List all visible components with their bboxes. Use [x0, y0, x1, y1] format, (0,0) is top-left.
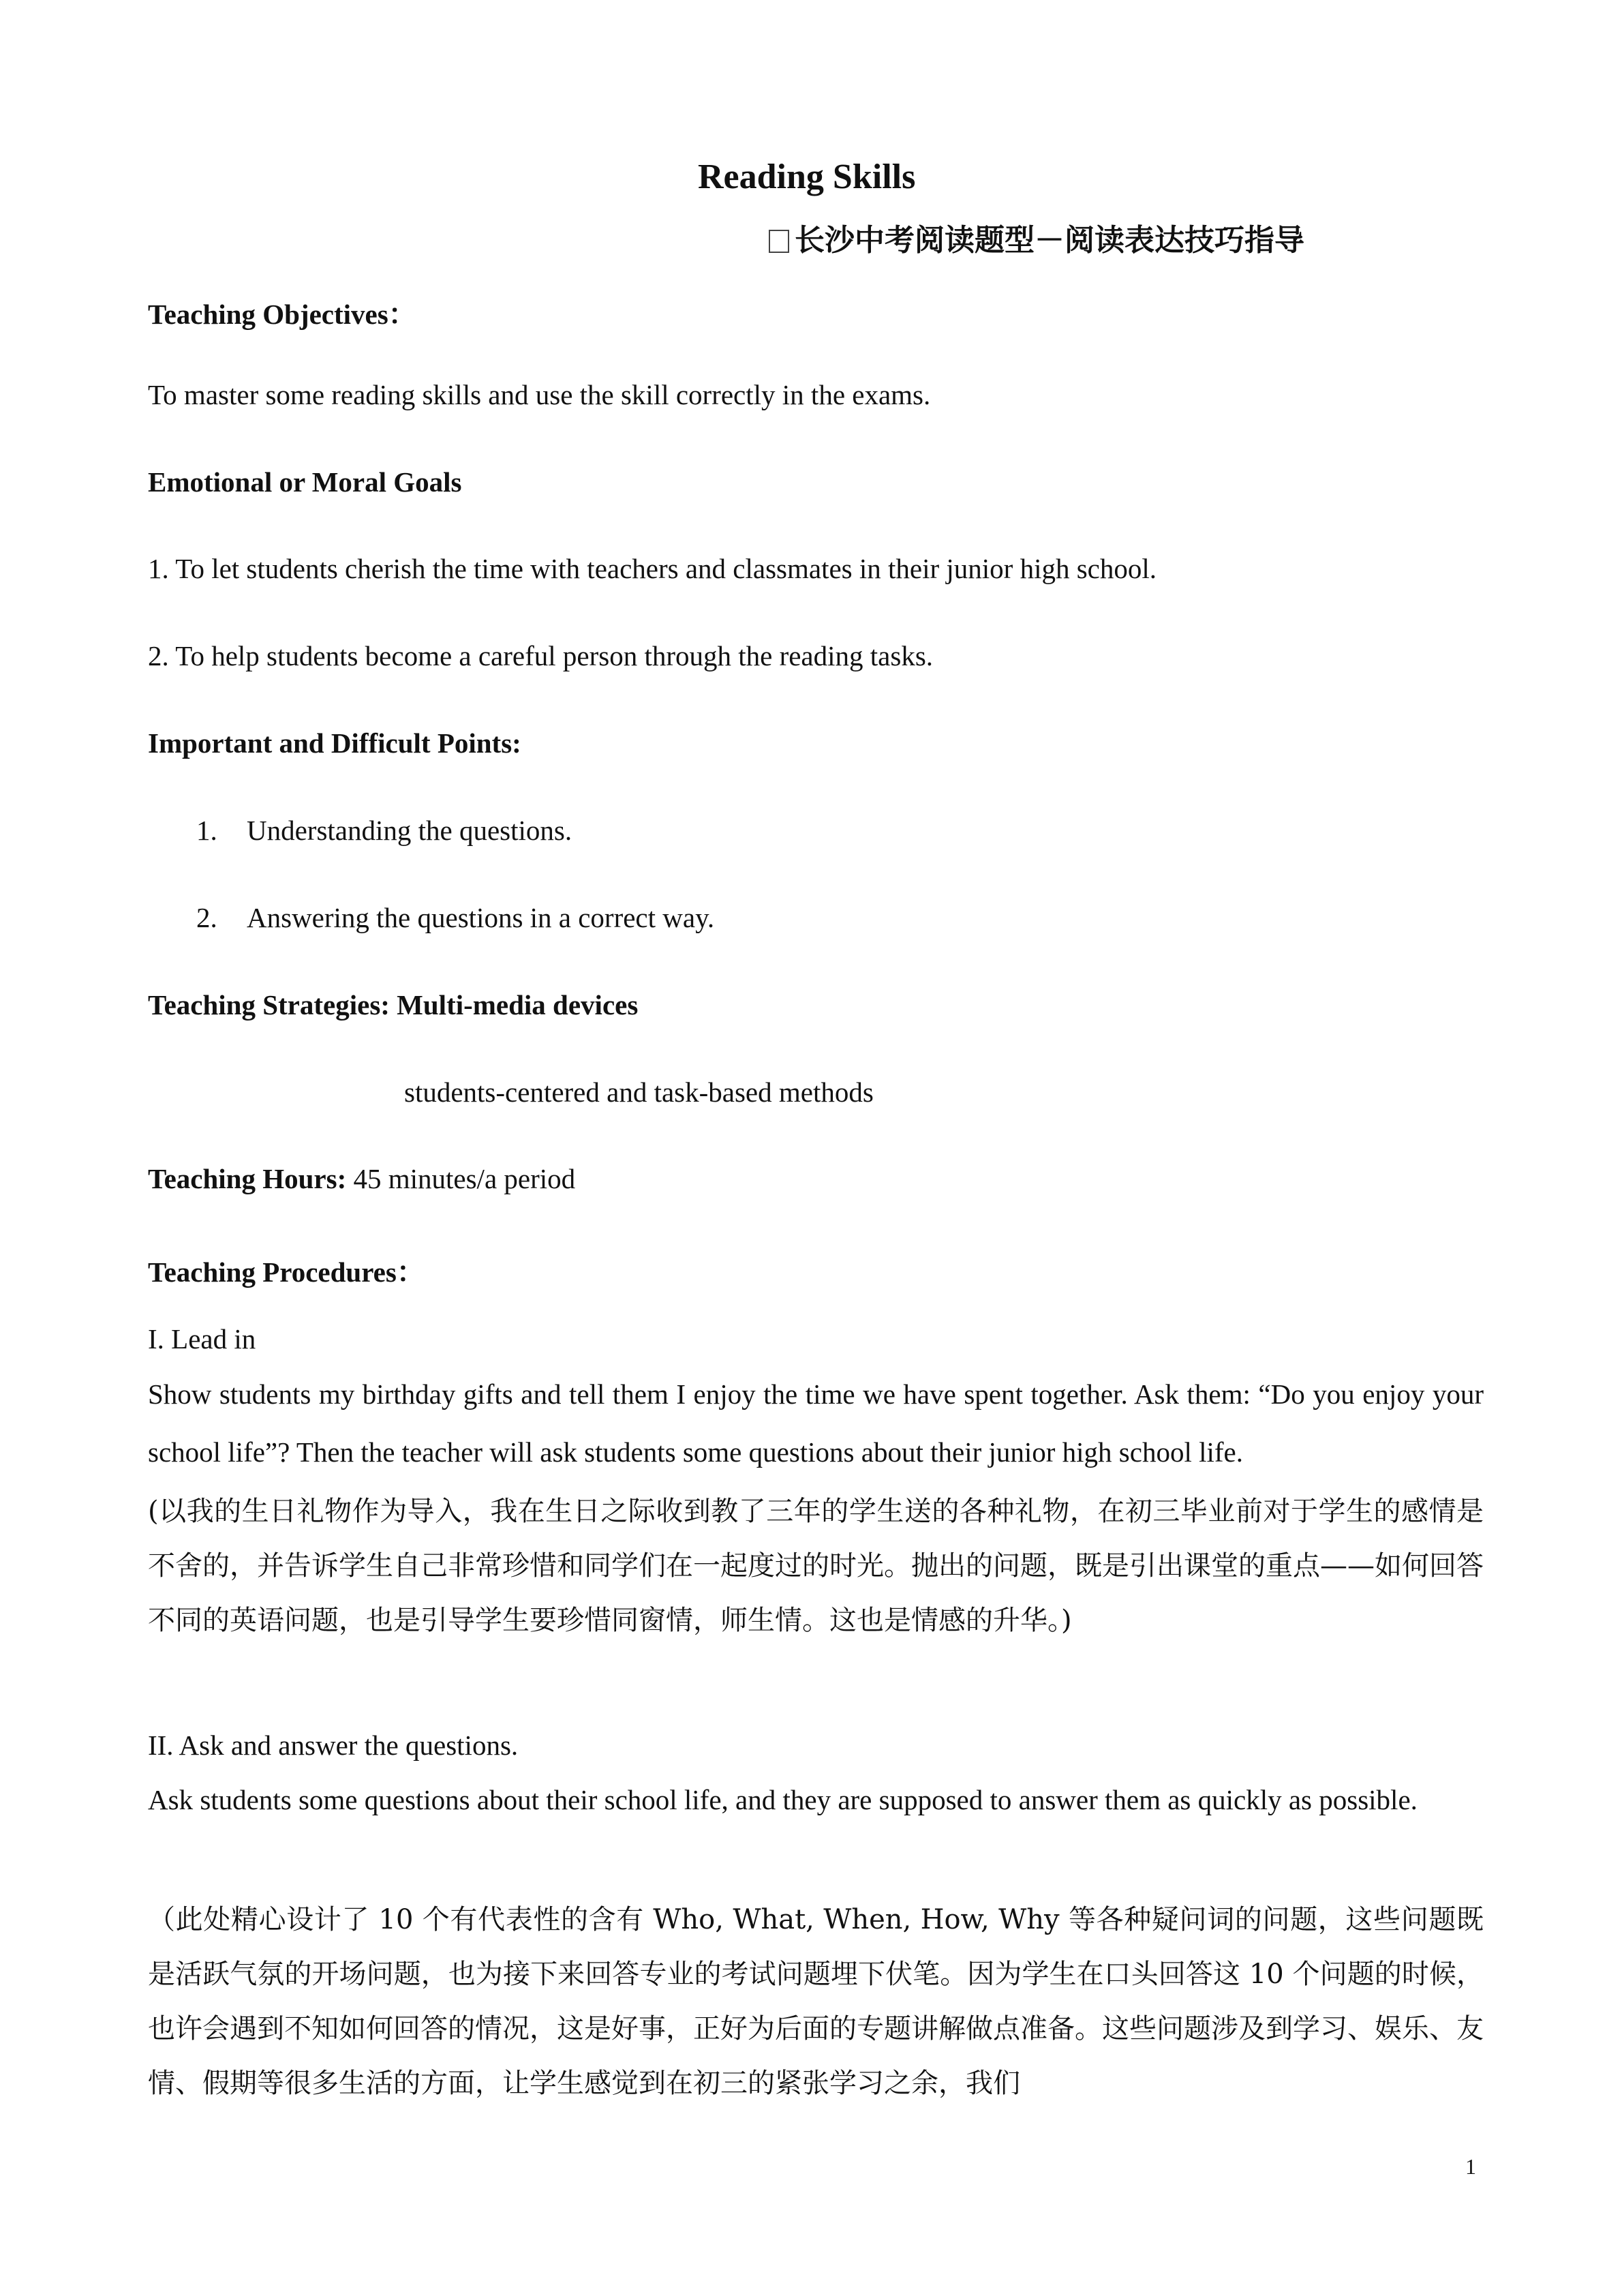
box-glyph-icon	[769, 230, 789, 253]
hours-line	[148, 1162, 575, 1195]
list-number: 2.	[196, 902, 217, 933]
objectives-text: To master some reading skills and use the skill correctly in the exams.	[148, 379, 931, 410]
subtitle-text: 长沙中考阅读题型－阅读表达技巧指导	[795, 223, 1304, 258]
strategies-heading: Teaching Strategies: Multi-media devices	[148, 989, 639, 1021]
page-number: 1	[1465, 2154, 1476, 2179]
step2-text: Ask students some questions about their school life, and they are supposed to answer them as quickly as possible.	[148, 1784, 1418, 1815]
hours-value: 45 minutes/a period	[346, 1163, 576, 1194]
step2-heading: II. Ask and answer the questions.	[148, 1729, 519, 1761]
list-text: Understanding the questions.	[247, 815, 572, 846]
strategies-line-2: students-centered and task-based methods	[404, 1076, 874, 1108]
procedures-heading: Teaching Procedures：	[148, 1256, 425, 1288]
document-title: Reading Skills	[698, 157, 916, 196]
step1-note: (以我的生日礼物作为导入，我在生日之际收到教了三年的学生送的各种礼物，在初三毕业前对于学生的感情是不舍的，并告诉学生自己非常珍惜和同学们在一起度过的时光。抛出的问题，既是引出课堂的重点——如何回答不同的英语问题，也是引导学生要珍惜同窗情，师生情。这也是情感的升华。)	[148, 1496, 1484, 1636]
step1-text: Show students my birthday gifts and tell them I enjoy the time we have spent together. Ask them: “Do you enjoy your school life”? Then the teacher will ask students some questions about their junior high school life.	[148, 1378, 1484, 1468]
points-heading: Important and Difficult Points:	[148, 727, 521, 759]
step2-note: （此处精心设计了 10 个有代表性的含有 Who, What, When, How, Why 等各种疑问词的问题，这些问题既是活跃气氛的开场问题，也为接下来回答专业的考试问题埋下伏笔。因为学生在口头回答这 10 个问题的时候，也许会遇到不知如何回答的情况，这是好事，正好为后面的专题讲解做点准备。这些问题涉及到学习、娱乐、友情、假期等很多生活的方面，让学生感觉到在初三的紧张学习之余，我们	[148, 1904, 1484, 2099]
list-text: Answering the questions in a correct way.	[247, 902, 715, 933]
goal-item: 2. To help students become a careful person through the reading tasks.	[148, 640, 934, 671]
objectives-heading: Teaching Objectives：	[148, 299, 416, 330]
goal-item: 1. To let students cherish the time with teachers and classmates in their junior high school.	[148, 553, 1157, 584]
list-number: 1.	[196, 815, 217, 846]
document-subtitle	[769, 215, 1304, 259]
goals-heading: Emotional or Moral Goals	[148, 466, 462, 498]
step1-heading: I. Lead in	[148, 1323, 256, 1355]
hours-label: Teaching Hours:	[148, 1163, 347, 1194]
